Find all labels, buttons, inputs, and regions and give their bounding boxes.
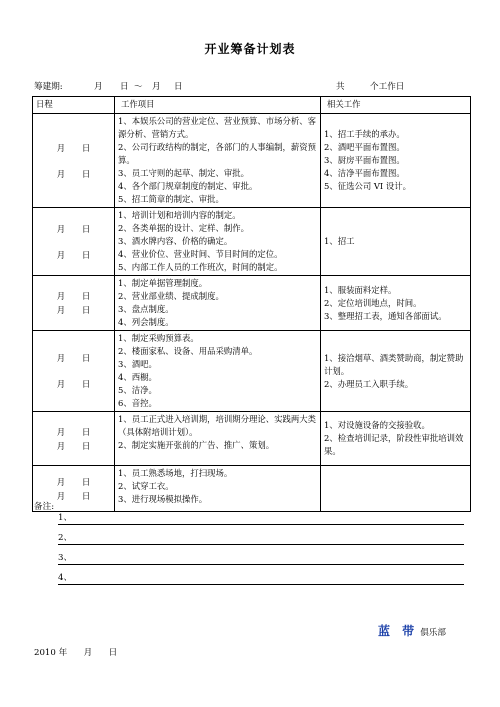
note-line-1[interactable]: 1、 — [58, 512, 464, 525]
work-items-cell — [115, 466, 321, 512]
footer-month: 月 — [83, 648, 93, 658]
work-item: 2、试穿工衣。 — [118, 481, 174, 491]
schedule-date: 月 日 — [56, 353, 91, 363]
work-items-cell — [115, 114, 321, 208]
related-item: 5、征选公司 VI 设计。 — [324, 181, 412, 191]
work-item: 1、制定采购预算表。 — [118, 333, 199, 343]
brand-signature — [378, 622, 446, 639]
schedule-date: 月 日 — [56, 142, 91, 153]
schedule-date: 月 日 — [56, 490, 91, 501]
schedule-date: 月 日 — [56, 426, 91, 437]
related-item: 2、办理员工入职手续。 — [324, 378, 414, 389]
related-item: 3、厨房平面布置图。 — [324, 155, 405, 165]
schedule-cell — [33, 331, 115, 412]
work-item: 2、营业部业绩、提成制度。 — [118, 291, 224, 301]
schedule-date: 月 日 — [56, 168, 91, 179]
table-row — [33, 412, 471, 466]
work-item: 1、制定单据管理制度。 — [118, 278, 208, 288]
schedule-cell — [33, 412, 115, 466]
total-unit: 个工作日 — [370, 82, 405, 92]
footer-date — [34, 646, 117, 658]
related-work-cell — [321, 466, 471, 512]
work-item: 3、进行现场模拟操作。 — [118, 494, 208, 504]
related-item: 1、招工手续的承办。 — [324, 129, 405, 139]
build-period-label: 筹建期: — [34, 82, 63, 92]
schedule-cell — [33, 114, 115, 208]
work-item: 6、音控。 — [118, 398, 157, 408]
related-item: 1、招工 — [324, 236, 355, 246]
schedule-date: 月 日 — [56, 440, 91, 451]
work-item: 2、楼面家私、设备、用品采购清单。 — [118, 346, 258, 356]
work-item: 2、各类单据的设计、定样、制作。 — [118, 223, 249, 233]
header-related-work: 相关工作 — [321, 97, 471, 114]
work-item: 1、培训计划和培训内容的制定。 — [118, 210, 241, 220]
related-work-cell — [321, 276, 471, 331]
related-item: 1、接洽烟草、酒类赞助商，制定赞助计划。 — [324, 352, 464, 376]
related-item: 3、整理招工表，通知各部面试。 — [324, 310, 447, 321]
to-day: 日 — [174, 82, 183, 92]
schedule-date: 月 日 — [56, 476, 91, 487]
notes-label: 备注: — [34, 502, 55, 512]
total-label: 共 — [336, 82, 345, 92]
work-items-cell — [115, 412, 321, 466]
table-row — [33, 466, 471, 512]
work-item: 1、员工熟悉场地，打扫现场。 — [118, 468, 233, 478]
from-month: 月 — [94, 82, 103, 92]
schedule-date: 月 日 — [56, 379, 91, 389]
header-work-items: 工作项目 — [115, 97, 321, 114]
related-work-cell — [321, 331, 471, 412]
work-item: 3、员工守则的起草、制定、审批。 — [118, 168, 249, 178]
work-item: 4、营业价位、营业时间、节目时间的定位。 — [118, 249, 283, 259]
note-line-3[interactable]: 3、 — [58, 552, 464, 565]
table-row — [33, 208, 471, 276]
note-line-4[interactable]: 4、 — [58, 572, 464, 585]
work-item: 5、洁净。 — [118, 385, 157, 395]
related-work-cell — [321, 114, 471, 208]
related-work-cell — [321, 412, 471, 466]
footer-day: 日 — [108, 648, 118, 658]
work-item: 1、员工正式进入培训期，培训期分理论、实践两大类（具体附培训计划）。 — [118, 414, 316, 437]
work-item: 3、盘点制度。 — [118, 304, 174, 314]
table-row — [33, 114, 471, 208]
brand-suffix: 俱乐部 — [420, 628, 446, 638]
plan-table — [32, 96, 471, 512]
footer-year: 2010 年 — [34, 648, 68, 658]
work-item: 3、酒水牌内容、价格的确定。 — [118, 236, 233, 246]
related-work-cell — [321, 208, 471, 276]
work-items-cell — [115, 276, 321, 331]
work-items-cell — [115, 208, 321, 276]
from-day: 日 — [120, 82, 129, 92]
related-item: 1、对设施设备的交接验收。 — [324, 420, 430, 430]
work-item: 2、公司行政结构的制定，各部门的人事编制，薪资预算。 — [118, 142, 316, 165]
related-item: 1、服装面料定样。 — [324, 284, 397, 295]
schedule-date: 月 日 — [56, 305, 91, 315]
work-item: 2、制定实施开张前的广告、推广、策划。 — [118, 440, 275, 450]
to-month: 月 — [152, 82, 161, 92]
schedule-cell — [33, 276, 115, 331]
work-item: 4、列会制度。 — [118, 317, 174, 327]
page-title: 开业筹备计划表 — [204, 42, 296, 56]
schedule-date: 月 日 — [56, 223, 91, 234]
schedule-date: 月 日 — [56, 291, 91, 301]
work-item: 4、西橱。 — [118, 372, 157, 382]
range-tilde: ～ — [134, 82, 143, 92]
table-header-row — [33, 97, 471, 114]
work-item: 1、本娱乐公司的营业定位、营业预算、市场分析、客源分析、营销方式。 — [118, 116, 316, 139]
schedule-cell — [33, 208, 115, 276]
work-item: 3、酒吧。 — [118, 359, 157, 369]
table-row — [33, 276, 471, 331]
note-line-2[interactable]: 2、 — [58, 532, 464, 545]
work-item: 5、内部工作人员的工作班次，时间的制定。 — [118, 262, 283, 272]
related-item: 2、酒吧平面布置图。 — [324, 142, 405, 152]
work-item: 5、招工简章的制定、审批。 — [118, 194, 224, 204]
work-item: 4、各个部门规章制度的制定、审批。 — [118, 181, 258, 191]
brand-name: 蓝 带 — [378, 624, 419, 638]
schedule-date: 月 日 — [56, 249, 91, 260]
related-item: 4、洁净平面布置图。 — [324, 168, 405, 178]
related-item: 2、定位培训地点，时间。 — [324, 297, 422, 308]
related-item: 2、检查培训记录，阶段性审批培训效果。 — [324, 433, 464, 456]
table-row — [33, 331, 471, 412]
schedule-meta — [34, 80, 470, 94]
header-schedule: 日程 — [33, 97, 115, 114]
work-items-cell — [115, 331, 321, 412]
